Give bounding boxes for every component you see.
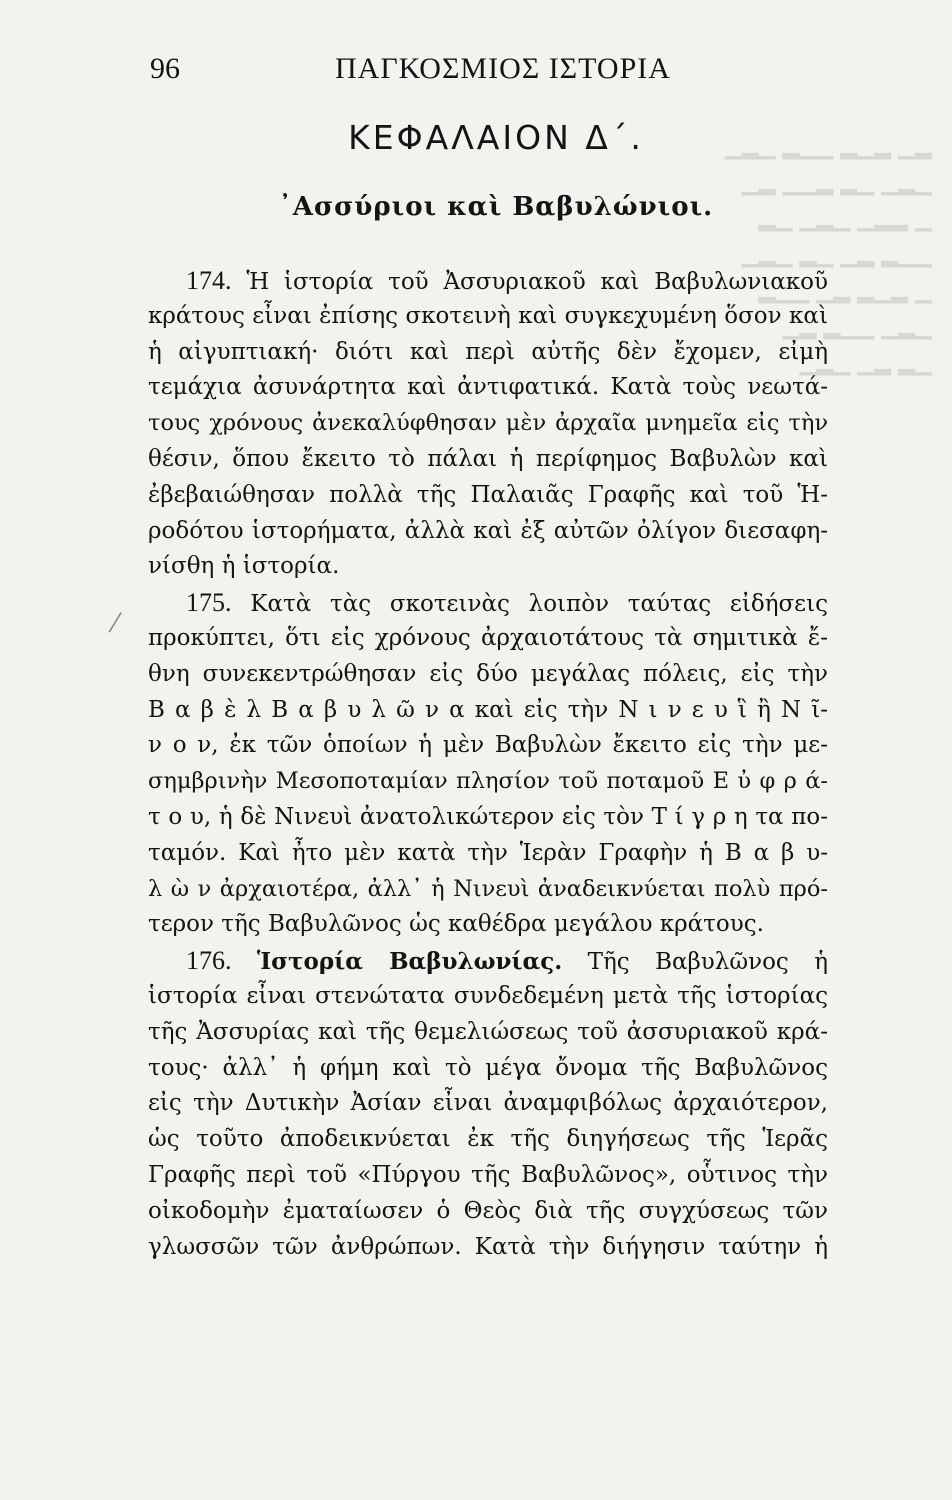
text-line: 175. Κατὰ τὰς σκοτεινὰς λοιπὸν ταύτας εἰδήσεις (186, 588, 828, 618)
text-line: εἰς τὴν Δυτικὴν Ἀσίαν εἶναι ἀναμφιβόλως ἀρχαιότερον, (148, 1090, 828, 1117)
paragraph-heading: Ἱστορία Βαβυλωνίας. (256, 948, 563, 976)
text-line: τεμάχια ἀσυνάρτητα καὶ ἀντιφατικά. Κατὰ τοὺς νεωτά- (148, 374, 828, 401)
text-line: λ ὼ ν ἀρχαιοτέρα, ἀλλ᾽ ἡ Νινευὶ ἀναδεικνύεται πολὺ πρό- (148, 875, 828, 902)
margin-pencil-mark: ⁄ (113, 609, 118, 639)
text-line: ἡ αἰγυπτιακή· διότι καὶ περὶ αὐτῆς δὲν ἔχομεν, εἰμὴ (148, 338, 828, 365)
text-line: οἰκοδομὴν ἐματαίωσεν ὁ Θεὸς διὰ τῆς συγχύσεως τῶν (148, 1197, 828, 1224)
text-line: σημβρινὴν Μεσοποταμίαν πλησίον τοῦ ποταμοῦ Ε ὐ φ ρ ά- (148, 768, 828, 795)
chapter-title: ΚΕΦΑΛΑΙΟΝ Δ΄. (348, 118, 644, 157)
running-head (150, 52, 830, 92)
text-line: τ ο υ, ἡ δὲ Νινευὶ ἀνατολικώτερον εἰς τὸν Τ ί γ ρ η τα πο- (148, 803, 828, 830)
text-line: Β α β ὲ λ Β α β υ λ ῶ ν α καὶ εἰς τὴν Ν ι ν ε υ ἳ ἢ Ν ῖ- (148, 696, 828, 723)
section-title: ᾽Ασσύριοι καὶ Βαβυλώνιοι. (278, 192, 714, 222)
text-line: τους· ἀλλ᾽ ἡ φήμη καὶ τὸ μέγα ὄνομα τῆς Βαβυλῶνος (148, 1054, 828, 1081)
paragraph-number: 174. (186, 266, 232, 295)
text-line: προκύπτει, ὅτι εἰς χρόνους ἀρχαιοτάτους τὰ σημιτικὰ ἔ- (148, 624, 828, 651)
text-line: θνη συνεκεντρώθησαν εἰς δύο μεγάλας πόλεις, εἰς τὴν (148, 660, 828, 687)
text-line: 174. Ἡ ἱστορία τοῦ Ἀσσυριακοῦ καὶ Βαβυλωνιακοῦ (186, 266, 828, 295)
page-number: 96 (150, 52, 180, 85)
text-line: νίσθη ἡ ἱστορία. (148, 553, 340, 580)
text-line: γλωσσῶν τῶν ἀνθρώπων. Κατὰ τὴν διήγησιν ταύτην ἡ (148, 1233, 828, 1260)
text-line: ἱστορία εἶναι στενώτατα συνδεδεμένη μετὰ τῆς ἱστορίας (148, 982, 828, 1009)
text-line: τους χρόνους ἀνεκαλύφθησαν μὲν ἀρχαῖα μνημεῖα εἰς τὴν (148, 410, 828, 437)
text-line: κράτους εἶναι ἐπίσης σκοτεινὴ καὶ συγκεχυμένη ὅσον καὶ (148, 302, 828, 329)
text-line: ροδότου ἱστορήματα, ἀλλὰ καὶ ἐξ αὐτῶν ὀλίγον διεσαφη- (148, 517, 828, 544)
running-title: ΠΑΓΚΟΣΜΙΟΣ ΙΣΤΟΡΙΑ (335, 52, 671, 85)
paragraph-number: 176. (186, 946, 232, 976)
body-text (148, 263, 828, 1265)
text-line: 176. Ἱστορία Βαβυλωνίας. Τῆς Βαβυλῶνος ἡ (186, 946, 828, 976)
text-line: τερον τῆς Βαβυλῶνος ὡς καθέδρα μεγάλου κράτους. (148, 911, 764, 938)
text-line: τῆς Ἀσσυρίας καὶ τῆς θεμελιώσεως τοῦ ἀσσυριακοῦ κρά- (148, 1018, 828, 1045)
text-line: θέσιν, ὅπου ἔκειτο τὸ πάλαι ἡ περίφημος Βαβυλὼν καὶ (148, 445, 828, 472)
text-line: Γραφῆς περὶ τοῦ «Πύργου τῆς Βαβυλῶνος», οὗτινος τὴν (148, 1161, 828, 1188)
text-line: ν ο ν, ἐκ τῶν ὁποίων ἡ μὲν Βαβυλὼν ἔκειτο εἰς τὴν με- (148, 732, 828, 759)
text-line: ὡς τοῦτο ἀποδεικνύεται ἐκ τῆς διηγήσεως τῆς Ἱερᾶς (148, 1126, 828, 1153)
bleed-through-texture: ▁▂▁ ▂▁▁ ▂▁▂ ▁▂ ▁▂ ▁▁▂ ▂▁ ▁▂▁ ▂▁ ▁▂▁ ▁▂▂ ▁ ▁▂▁ ▂▁ ▁▂ ▂▁▁ ▂▁▁ ▁▂ ▂▁▂ ▁ ▁▂ ▂▁▁ ▁▂▁ ▁▂▁ ▁▂ ▂▁ (724, 135, 932, 376)
paragraph-number: 175. (186, 588, 232, 618)
text-line: ἐβεβαιώθησαν πολλὰ τῆς Παλαιᾶς Γραφῆς καὶ τοῦ Ἡ- (148, 481, 828, 508)
text-line: ταμόν. Καὶ ἦτο μὲν κατὰ τὴν Ἱερὰν Γραφὴν ἡ Β α β υ- (148, 839, 828, 866)
